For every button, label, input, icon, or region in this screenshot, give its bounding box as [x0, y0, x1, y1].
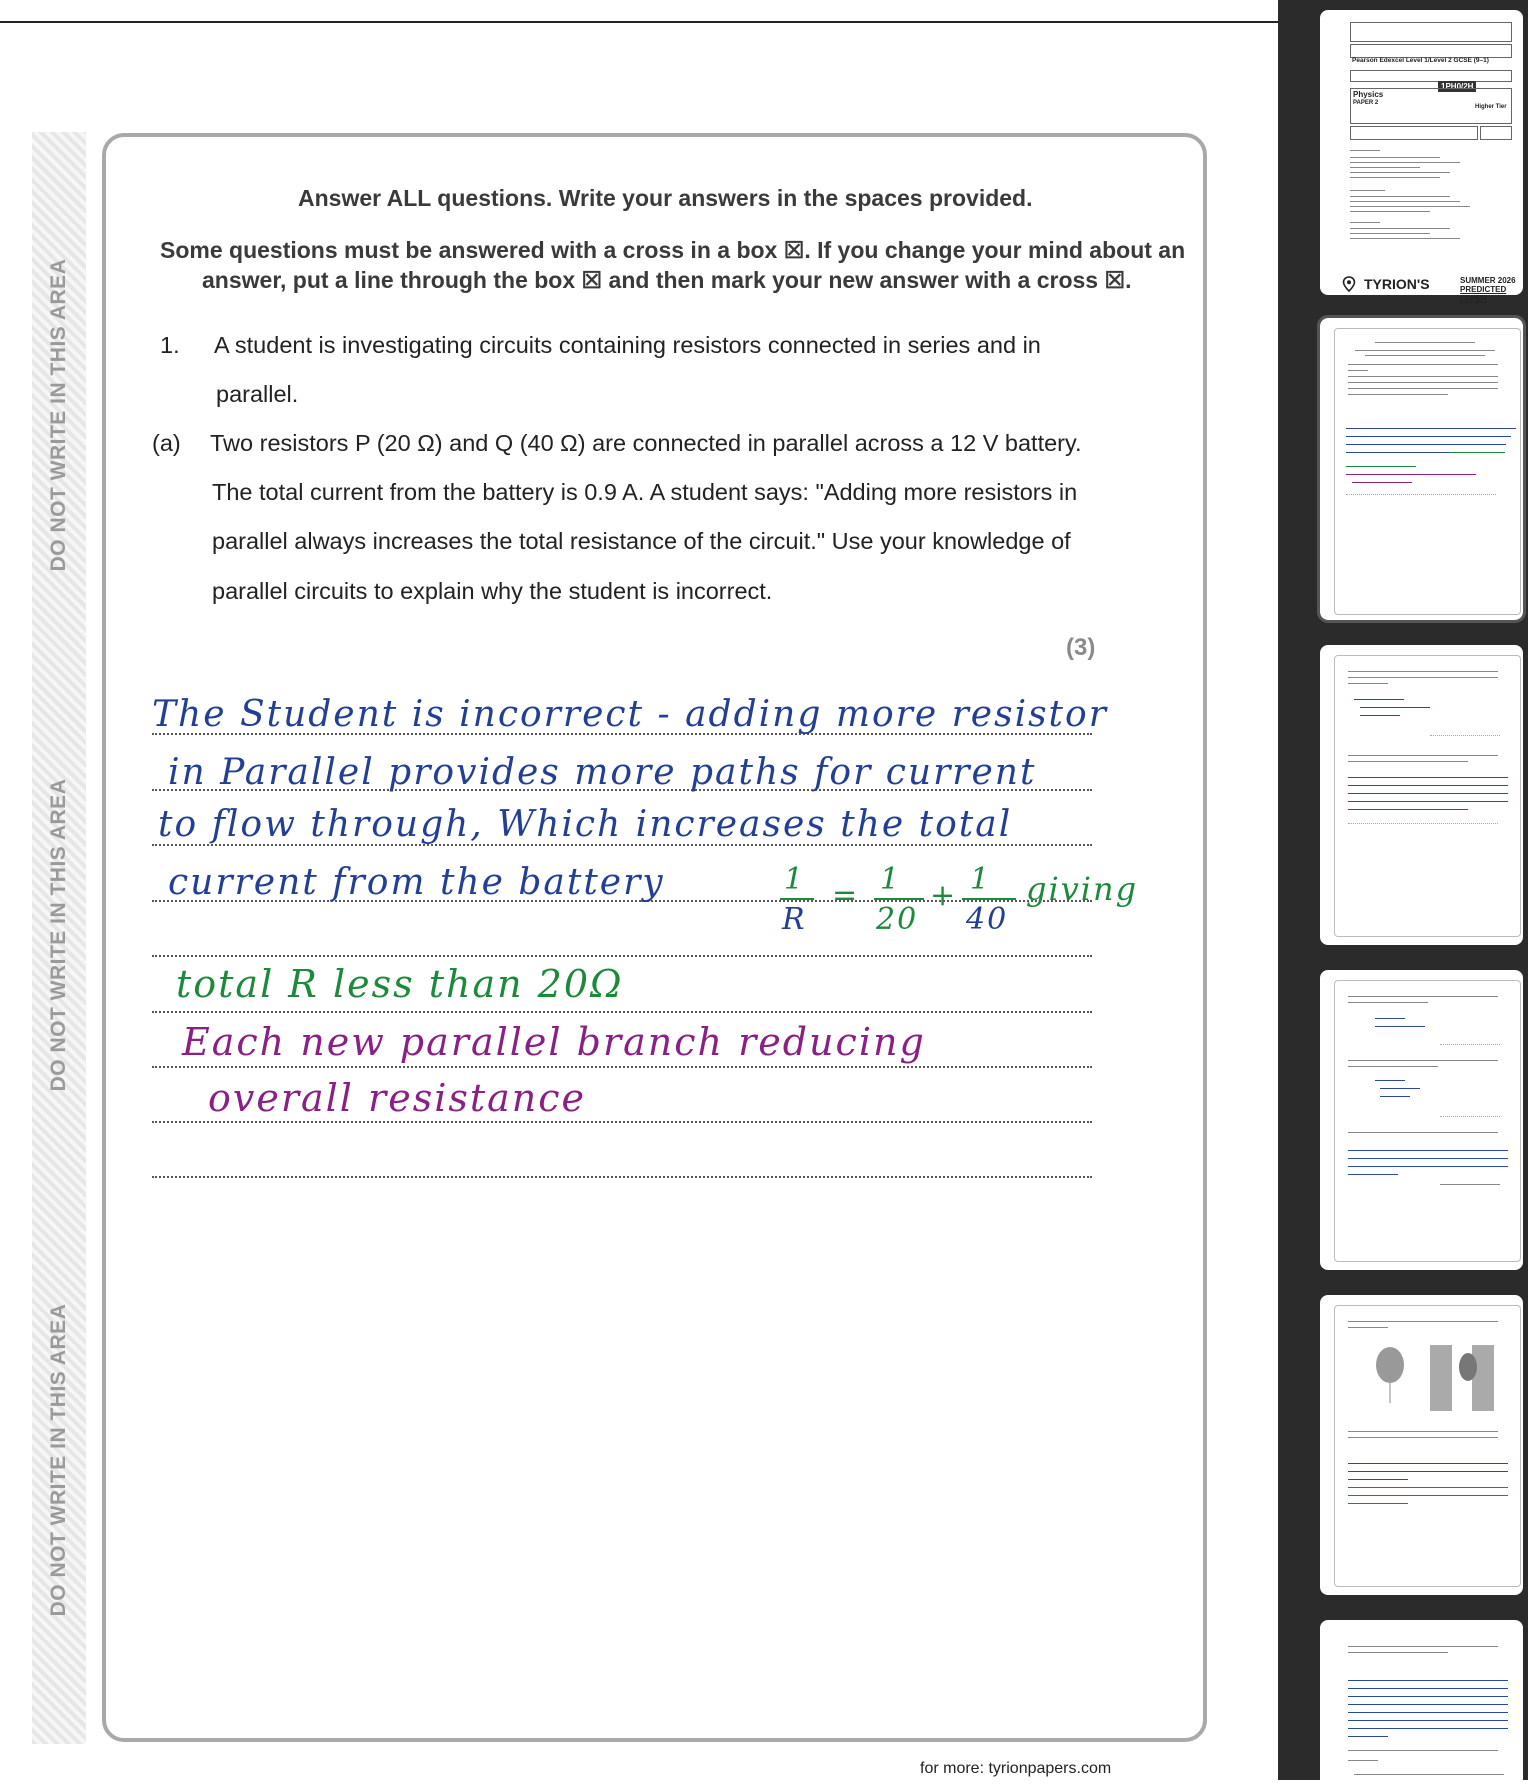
formula-equals: = — [832, 878, 860, 913]
thumb-ink-line — [1348, 777, 1508, 778]
thumb-dotted-line — [1346, 494, 1496, 495]
thumb-paper-code: 1PH0/2H — [1438, 81, 1476, 92]
thumb-text-line — [1348, 1132, 1498, 1133]
thumb-text-line — [1348, 755, 1498, 756]
thumb-text-line — [1348, 1431, 1498, 1432]
thumb-ink-line — [1450, 452, 1505, 453]
thumb-text-line — [1348, 388, 1498, 389]
question-intro-line-1: A student is investigating circuits containing resistors connected in series and in — [214, 332, 1041, 358]
page-thumbnail-2[interactable] — [1320, 318, 1523, 620]
handwritten-formula — [780, 864, 1140, 944]
thumb-text-line — [1350, 196, 1450, 197]
thumb-text-line — [1350, 167, 1420, 168]
thumb-text-line — [1348, 382, 1498, 383]
thumb-text-line — [1348, 1646, 1498, 1647]
formula-b-denominator: 40 — [966, 902, 1009, 937]
thumb-text-line — [1440, 1184, 1500, 1185]
thumb-ink-line — [1346, 474, 1476, 475]
thumb-dotted-line — [1348, 823, 1498, 824]
question-number: 1. — [160, 332, 180, 358]
thumb-board-title: Pearson Edexcel Level 1/Level 2 GCSE (9–1) — [1352, 57, 1489, 64]
thumb-text-line — [1348, 1321, 1498, 1322]
formula-plus: + — [930, 878, 958, 913]
thumb-header-box — [1350, 44, 1512, 58]
thumb-ink-line — [1348, 1463, 1508, 1464]
thumb-ink-line — [1348, 809, 1468, 810]
thumb-text-line — [1350, 206, 1470, 207]
thumb-ink-line — [1348, 1696, 1508, 1697]
formula-fraction-bar — [780, 898, 814, 900]
thumb-text-line — [1348, 364, 1498, 365]
thumb-ink-line — [1348, 1704, 1508, 1705]
thumb-predicted — [1460, 276, 1523, 303]
formula-giving: giving — [1026, 870, 1139, 908]
handwritten-answer-line-1: The Student is incorrect - adding more resistor — [152, 694, 1108, 735]
thumb-ink-line — [1346, 444, 1506, 445]
thumb-text-line — [1350, 228, 1450, 229]
thumb-text-line — [1348, 671, 1498, 672]
thumb-text-line — [1350, 211, 1430, 212]
thumb-text-line — [1350, 233, 1430, 234]
thumb-ink-line — [1346, 452, 1466, 453]
thumb-text-line — [1354, 1774, 1504, 1775]
part-a-line-2: The total current from the battery is 0.9 A. A student says: "Adding more resistors in — [212, 479, 1078, 505]
thumb-text-line — [1348, 1652, 1448, 1653]
margin-warning-3: DO NOT WRITE IN THIS AREA — [47, 1303, 70, 1617]
thumb-ink-line — [1348, 1479, 1408, 1480]
thumb-text-line — [1350, 222, 1380, 223]
thumb-ink-line — [1348, 793, 1508, 794]
thumb-dotted-line — [1440, 1044, 1500, 1045]
thumb-predicted-year: SUMMER 2026 — [1460, 276, 1516, 285]
instructions-line-1: Answer ALL questions. Write your answers in the spaces provided. — [298, 185, 1033, 211]
thumb-text-line — [1350, 172, 1450, 173]
thumb-text-line — [1348, 1437, 1498, 1438]
margin-warning-2: DO NOT WRITE IN THIS AREA — [47, 778, 70, 1092]
thumb-text-line — [1348, 1060, 1498, 1061]
thumb-ink-line — [1348, 1495, 1508, 1496]
handwritten-answer-line-3: to flow through, Which increases the total — [158, 804, 1013, 845]
thumb-predicted-label: PREDICTED PAPER — [1460, 285, 1507, 303]
thumb-ink-line — [1360, 707, 1430, 708]
thumb-ink-line — [1348, 1720, 1508, 1721]
thumb-ink-line — [1348, 1503, 1408, 1504]
thumb-dotted-line — [1430, 735, 1500, 736]
page-thumbnail-5[interactable] — [1320, 1295, 1523, 1595]
thumb-figure — [1360, 1343, 1500, 1413]
thumb-text-line — [1348, 683, 1388, 684]
thumb-text-line — [1350, 150, 1380, 151]
thumb-brand: TYRION'S — [1364, 276, 1430, 292]
handwritten-answer-line-5: total R less than 20Ω — [176, 962, 624, 1006]
formula-lhs-denominator: R — [782, 902, 807, 937]
formula-b-numerator: 1 — [970, 862, 992, 897]
handwritten-answer-line-4: current from the battery — [168, 862, 665, 903]
part-a-line-4: parallel circuits to explain why the student is incorrect. — [212, 578, 773, 604]
thumb-ink-line — [1348, 1158, 1508, 1159]
thumb-subject-name: Physics — [1353, 90, 1384, 99]
page-thumbnail-3[interactable] — [1320, 645, 1523, 945]
page-thumbnail-4[interactable] — [1320, 970, 1523, 1270]
thumb-ink-line — [1348, 1487, 1508, 1488]
instructions-line-3: answer, put a line through the box ☒ and then mark your new answer with a cross ☒. — [202, 267, 1132, 293]
thumb-subject-paper: PAPER 2 — [1353, 100, 1379, 106]
footer-link[interactable]: for more: tyrionpapers.com — [920, 1760, 1112, 1777]
thumb-ink-line — [1375, 1018, 1405, 1019]
handwritten-answer-line-6: Each new parallel branch reducing — [182, 1020, 926, 1064]
thumb-ink-line — [1348, 1680, 1508, 1681]
thumb-ink-line — [1354, 699, 1404, 700]
thumb-text-line — [1348, 394, 1448, 395]
location-pin-icon — [1342, 276, 1356, 292]
thumb-text-line — [1348, 1750, 1498, 1751]
thumb-text-line — [1348, 1760, 1378, 1761]
thumb-text-line — [1350, 157, 1440, 158]
thumb-text-line — [1348, 996, 1498, 997]
thumb-ink-line — [1380, 1088, 1420, 1089]
thumb-text-line — [1350, 190, 1385, 191]
thumb-ink-line — [1348, 1174, 1398, 1175]
thumb-ink-line — [1348, 1712, 1508, 1713]
thumb-ink-line — [1346, 466, 1416, 467]
thumb-text-line — [1365, 355, 1485, 356]
thumb-frame — [1334, 655, 1521, 937]
thumb-ink-line — [1348, 1150, 1508, 1151]
part-a-line-1: Two resistors P (20 Ω) and Q (40 Ω) are connected in parallel across a 12 V battery. — [210, 430, 1082, 456]
thumb-ink-line — [1346, 428, 1516, 429]
handwritten-answer-line-7: overall resistance — [208, 1076, 587, 1120]
thumb-text-line — [1348, 370, 1368, 371]
instructions-line-2: Some questions must be answered with a cross in a box ☒. If you change your mind about an — [160, 237, 1186, 263]
thumb-ink-line — [1348, 785, 1508, 786]
answer-line — [152, 1011, 1092, 1013]
thumb-text-line — [1375, 342, 1475, 343]
answer-line — [152, 1176, 1092, 1178]
thumb-text-line — [1348, 376, 1498, 377]
thumb-header-box — [1350, 70, 1512, 82]
thumb-subject — [1353, 91, 1383, 107]
thumb-ink-line — [1380, 1096, 1410, 1097]
thumb-dotted-line — [1440, 1116, 1500, 1117]
handwritten-answer-line-2: in Parallel provides more paths for current — [168, 752, 1037, 793]
thumb-ink-line — [1352, 482, 1412, 483]
margin-warning-1: DO NOT WRITE IN THIS AREA — [47, 258, 70, 572]
thumb-ink-line — [1348, 1728, 1508, 1729]
thumb-ink-line — [1348, 1736, 1388, 1737]
formula-lhs-numerator: 1 — [784, 862, 806, 897]
thumb-ink-line — [1375, 1080, 1405, 1081]
answer-line — [152, 955, 1092, 957]
answer-line — [152, 1121, 1092, 1123]
thumb-frame — [1334, 980, 1521, 1262]
thumb-text-line — [1350, 177, 1440, 178]
page-thumbnail-6[interactable] — [1320, 1620, 1523, 1790]
thumb-tier: Higher Tier — [1475, 104, 1507, 110]
thumb-ink-line — [1348, 801, 1508, 802]
thumb-header-box — [1350, 126, 1478, 140]
thumb-text-line — [1350, 201, 1460, 202]
thumb-text-line — [1348, 1066, 1438, 1067]
thumb-text-line — [1350, 162, 1460, 163]
thumb-ink-line — [1375, 1026, 1425, 1027]
formula-a-numerator: 1 — [880, 862, 902, 897]
part-a-line-3: parallel always increases the total resistance of the circuit." Use your knowledge of — [212, 528, 1071, 554]
part-label: (a) — [152, 430, 181, 456]
thumb-text-line — [1348, 1002, 1428, 1003]
formula-fraction-bar — [962, 898, 1016, 900]
thumb-header-box — [1480, 126, 1512, 140]
page-top-rule — [0, 21, 1278, 23]
thumb-text-line — [1350, 238, 1460, 239]
page-thumbnail-1[interactable] — [1320, 10, 1523, 303]
thumb-ink-line — [1346, 436, 1511, 437]
answer-line — [152, 1066, 1092, 1068]
formula-a-denominator: 20 — [876, 902, 919, 937]
thumb-text-line — [1348, 677, 1498, 678]
thumb-ink-line — [1348, 1688, 1508, 1689]
formula-fraction-bar — [874, 898, 924, 900]
question-intro-line-2: parallel. — [216, 381, 299, 407]
thumb-header-box — [1350, 22, 1512, 42]
thumb-text-line — [1348, 1327, 1388, 1328]
thumb-ink-line — [1348, 1166, 1508, 1167]
thumb-ink-line — [1348, 1471, 1508, 1472]
marks-indicator: (3) — [1066, 634, 1096, 661]
thumb-frame — [1334, 328, 1521, 615]
thumb-ink-line — [1360, 715, 1400, 716]
thumb-text-line — [1348, 761, 1468, 762]
thumb-text-line — [1355, 350, 1495, 351]
